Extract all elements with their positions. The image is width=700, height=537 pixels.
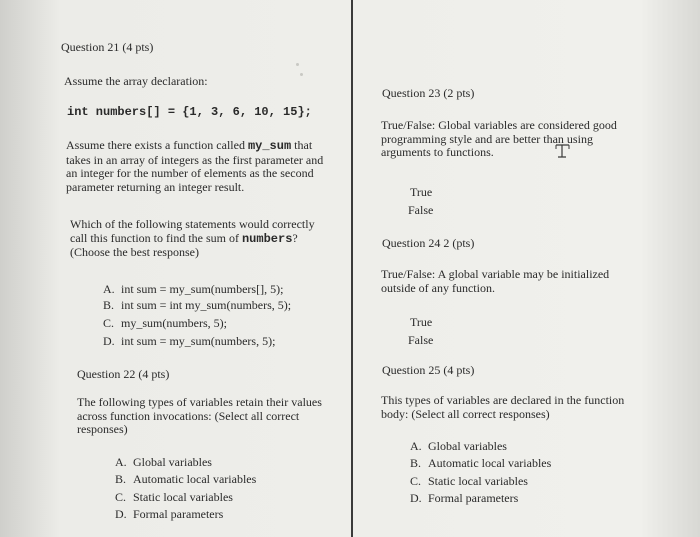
array-name: numbers [241,231,293,246]
q22-question [77,396,322,437]
q25-line2: body: (Select all correct responses) [381,406,550,421]
q25-option-d[interactable]: D. Formal parameters [410,491,519,505]
q21-description [66,139,323,194]
q21-ask-line3: (Choose the best response) [70,245,199,259]
q23-option-true[interactable]: True [410,185,433,199]
q21-question [70,218,315,260]
q25-option-b[interactable]: B. Automatic local variables [410,456,552,470]
q25-question [381,394,624,421]
function-name: my_sum [247,139,292,153]
column-divider [351,0,353,537]
q21-ask-line1: Which of the following statements would correctly [70,217,315,231]
q21-intro: Assume the array declaration: [64,74,208,88]
paper-speck [296,63,299,66]
q24-option-false[interactable]: False [408,333,434,347]
q21-code: int numbers[] = {1, 3, 6, 10, 15}; [67,105,312,119]
q21-option-b[interactable]: B. int sum = int my_sum(numbers, 5); [103,298,292,312]
q21-desc-line3: an integer for the number of elements as the second [66,166,314,180]
q21-option-d[interactable]: D. int sum = my_sum(numbers, 5); [103,334,276,348]
q23-option-false[interactable]: False [408,203,434,217]
q22-option-c[interactable]: C. Static local variables [115,490,233,504]
q25-option-a[interactable]: A. Global variables [410,439,507,453]
paper-speck [300,73,303,76]
q25-option-c[interactable]: C. Static local variables [410,474,528,488]
q22-line2: across function invocations: (Select all correct [77,408,300,423]
q22-title: Question 22 (4 pts) [77,367,170,381]
q21-desc-line1: Assume there exists a function called my_sum that [66,138,313,153]
q21-ask-line2: call this function to find the sum of numbers? [70,230,298,246]
cursor-icon [553,143,573,159]
q24-title: Question 24 2 (pts) [382,236,475,250]
q23-line2: programming style and are better than using [381,131,593,146]
q23-line1: True/False: Global variables are considered good [381,118,617,132]
q25-line1: This types of variables are declared in the function [381,393,625,407]
q21-title: Question 21 (4 pts) [61,40,154,54]
q22-option-d[interactable]: D. Formal parameters [115,507,224,521]
q23-question [381,119,617,160]
q22-line1: The following types of variables retain their values [77,395,322,409]
q25-title: Question 25 (4 pts) [382,363,475,377]
q24-line2: outside of any function. [381,280,495,295]
q22-option-b[interactable]: B. Automatic local variables [115,472,257,486]
q23-line3: arguments to functions. [381,145,494,159]
q21-desc-line2: takes in an array of integers as the first parameter and [66,152,324,167]
q21-desc-line4: parameter returning an integer result. [66,179,245,194]
q24-option-true[interactable]: True [410,315,433,329]
q24-question [381,268,609,295]
q22-line3: responses) [77,422,128,436]
q21-option-c[interactable]: C. my_sum(numbers, 5); [103,316,227,330]
q21-option-a[interactable]: A. int sum = my_sum(numbers[], 5); [103,282,284,296]
q24-line1: True/False: A global variable may be initialized [381,267,610,281]
q22-option-a[interactable]: A. Global variables [115,455,212,469]
q23-title: Question 23 (2 pts) [382,86,475,100]
